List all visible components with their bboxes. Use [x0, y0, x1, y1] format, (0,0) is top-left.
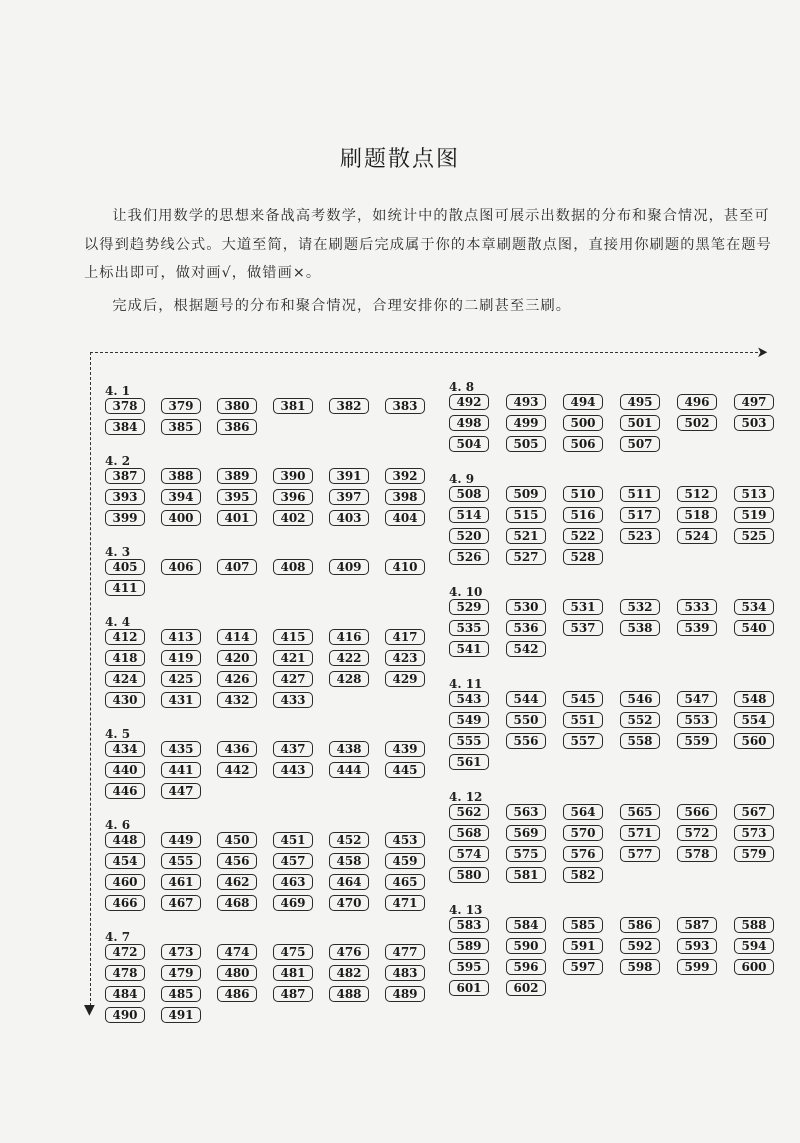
- intro-text: [84, 202, 774, 320]
- question-number-box[interactable]: 479: [161, 965, 201, 981]
- question-number-box[interactable]: 439: [385, 741, 425, 757]
- question-number-box[interactable]: 415: [273, 629, 313, 645]
- question-number-box[interactable]: 388: [161, 468, 201, 484]
- question-number-box[interactable]: 477: [385, 944, 425, 960]
- question-number-box[interactable]: 394: [161, 489, 201, 505]
- question-number-box[interactable]: 558: [620, 733, 660, 749]
- question-number-box[interactable]: 431: [161, 692, 201, 708]
- question-number-box[interactable]: 583: [449, 917, 489, 933]
- question-number-box[interactable]: 385: [161, 419, 201, 435]
- question-number-box[interactable]: 382: [329, 398, 369, 414]
- question-number-box[interactable]: 511: [620, 486, 660, 502]
- question-number-box[interactable]: 587: [677, 917, 717, 933]
- question-number-box[interactable]: 575: [506, 846, 546, 862]
- section-label: 4. 3: [105, 545, 131, 559]
- section-label: 4. 6: [105, 818, 131, 832]
- question-number-box[interactable]: 395: [217, 489, 257, 505]
- question-number-box[interactable]: 493: [506, 394, 546, 410]
- question-number-box[interactable]: 581: [506, 867, 546, 883]
- question-number-box[interactable]: 474: [217, 944, 257, 960]
- question-number-box[interactable]: 572: [677, 825, 717, 841]
- question-number-box[interactable]: 434: [105, 741, 145, 757]
- question-number-box[interactable]: 498: [449, 415, 489, 431]
- section-label: 4. 4: [105, 615, 131, 629]
- question-number-box[interactable]: 515: [506, 507, 546, 523]
- question-number-box[interactable]: 458: [329, 853, 369, 869]
- question-number-box[interactable]: 563: [506, 804, 546, 820]
- question-number-box[interactable]: 433: [273, 692, 313, 708]
- question-number-box[interactable]: 490: [105, 1007, 145, 1023]
- question-number-box[interactable]: 525: [734, 528, 774, 544]
- question-number-box[interactable]: 468: [217, 895, 257, 911]
- section-label: 4. 10: [449, 585, 483, 599]
- question-number-box[interactable]: 491: [161, 1007, 201, 1023]
- question-number-box[interactable]: 390: [273, 468, 313, 484]
- question-number-box[interactable]: 485: [161, 986, 201, 1002]
- question-number-box[interactable]: 594: [734, 938, 774, 954]
- question-number-box[interactable]: 392: [385, 468, 425, 484]
- question-number-box[interactable]: 455: [161, 853, 201, 869]
- question-number-box[interactable]: 551: [563, 712, 603, 728]
- question-number-box[interactable]: 516: [563, 507, 603, 523]
- question-number-box[interactable]: 499: [506, 415, 546, 431]
- question-number-box[interactable]: 422: [329, 650, 369, 666]
- question-number-box[interactable]: 419: [161, 650, 201, 666]
- question-number-box[interactable]: 561: [449, 754, 489, 770]
- question-number-box[interactable]: 489: [385, 986, 425, 1002]
- question-number-box[interactable]: 449: [161, 832, 201, 848]
- question-number-box[interactable]: 548: [734, 691, 774, 707]
- question-number-box[interactable]: 438: [329, 741, 369, 757]
- question-number-box[interactable]: 556: [506, 733, 546, 749]
- question-number-box[interactable]: 541: [449, 641, 489, 657]
- question-number-box[interactable]: 429: [385, 671, 425, 687]
- arrow-down-icon: ▼: [84, 1002, 95, 1018]
- question-number-box[interactable]: 430: [105, 692, 145, 708]
- question-number-box[interactable]: 408: [273, 559, 313, 575]
- question-number-box[interactable]: 576: [563, 846, 603, 862]
- question-number-box[interactable]: 586: [620, 917, 660, 933]
- dashed-frame-top: [90, 352, 758, 353]
- question-number-box[interactable]: 593: [677, 938, 717, 954]
- question-number-box[interactable]: 398: [385, 489, 425, 505]
- question-number-box[interactable]: 380: [217, 398, 257, 414]
- question-number-box[interactable]: 421: [273, 650, 313, 666]
- question-number-box[interactable]: 381: [273, 398, 313, 414]
- question-number-box[interactable]: 596: [506, 959, 546, 975]
- question-number-box[interactable]: 552: [620, 712, 660, 728]
- question-number-box[interactable]: 526: [449, 549, 489, 565]
- question-number-box[interactable]: 478: [105, 965, 145, 981]
- question-number-box[interactable]: 473: [161, 944, 201, 960]
- intro-paragraph-2: 完成后，根据题号的分布和聚合情况，合理安排你的二刷甚至三刷。: [112, 297, 572, 314]
- question-number-box[interactable]: 451: [273, 832, 313, 848]
- question-number-box[interactable]: 522: [563, 528, 603, 544]
- question-number-box[interactable]: 507: [620, 436, 660, 452]
- question-number-box[interactable]: 481: [273, 965, 313, 981]
- question-number-box[interactable]: 386: [217, 419, 257, 435]
- question-number-box[interactable]: 443: [273, 762, 313, 778]
- question-number-box[interactable]: 503: [734, 415, 774, 431]
- question-number-box[interactable]: 425: [161, 671, 201, 687]
- question-number-box[interactable]: 573: [734, 825, 774, 841]
- question-number-box[interactable]: 417: [385, 629, 425, 645]
- question-number-box[interactable]: 441: [161, 762, 201, 778]
- question-number-box[interactable]: 402: [273, 510, 313, 526]
- question-number-box[interactable]: 442: [217, 762, 257, 778]
- question-number-box[interactable]: 404: [385, 510, 425, 526]
- question-number-box[interactable]: 484: [105, 986, 145, 1002]
- question-number-box[interactable]: 534: [734, 599, 774, 615]
- question-number-box[interactable]: 466: [105, 895, 145, 911]
- question-number-box[interactable]: 544: [506, 691, 546, 707]
- question-number-box[interactable]: 393: [105, 489, 145, 505]
- question-number-box[interactable]: 566: [677, 804, 717, 820]
- question-number-box[interactable]: 600: [734, 959, 774, 975]
- question-number-box[interactable]: 379: [161, 398, 201, 414]
- section-label: 4. 11: [449, 677, 483, 691]
- question-number-box[interactable]: 521: [506, 528, 546, 544]
- question-number-box[interactable]: 494: [563, 394, 603, 410]
- question-number-box[interactable]: 482: [329, 965, 369, 981]
- question-number-box[interactable]: 384: [105, 419, 145, 435]
- question-number-box[interactable]: 487: [273, 986, 313, 1002]
- question-number-box[interactable]: 444: [329, 762, 369, 778]
- section-label: 4. 12: [449, 790, 483, 804]
- question-number-box[interactable]: 406: [161, 559, 201, 575]
- question-number-box[interactable]: 601: [449, 980, 489, 996]
- question-number-box[interactable]: 513: [734, 486, 774, 502]
- question-number-box[interactable]: 589: [449, 938, 489, 954]
- question-number-box[interactable]: 504: [449, 436, 489, 452]
- question-number-box[interactable]: 471: [385, 895, 425, 911]
- section-label: 4. 13: [449, 903, 483, 917]
- question-number-box[interactable]: 535: [449, 620, 489, 636]
- question-number-box[interactable]: 463: [273, 874, 313, 890]
- question-number-box[interactable]: 545: [563, 691, 603, 707]
- question-number-box[interactable]: 448: [105, 832, 145, 848]
- question-number-box[interactable]: 464: [329, 874, 369, 890]
- question-number-box[interactable]: 597: [563, 959, 603, 975]
- question-number-box[interactable]: 550: [506, 712, 546, 728]
- question-number-box[interactable]: 528: [563, 549, 603, 565]
- question-number-box[interactable]: 524: [677, 528, 717, 544]
- question-number-box[interactable]: 547: [677, 691, 717, 707]
- question-number-box[interactable]: 480: [217, 965, 257, 981]
- question-number-box[interactable]: 509: [506, 486, 546, 502]
- question-number-box[interactable]: 413: [161, 629, 201, 645]
- intro-paragraph-1: 让我们用数学的思想来备战高考数学，如统计中的散点图可展示出数据的分布和聚合情况，甚至可以得到趋势线公式。大道至简，请在刷题后完成属于你的本章刷题散点图，直接用你刷题的黑笔在题号上标出即可，做对画√，做错画×。: [84, 208, 772, 281]
- question-number-box[interactable]: 423: [385, 650, 425, 666]
- question-number-box[interactable]: 435: [161, 741, 201, 757]
- question-number-box[interactable]: 378: [105, 398, 145, 414]
- question-number-box[interactable]: 496: [677, 394, 717, 410]
- question-number-box[interactable]: 585: [563, 917, 603, 933]
- question-number-box[interactable]: 500: [563, 415, 603, 431]
- question-number-box[interactable]: 574: [449, 846, 489, 862]
- question-number-box[interactable]: 549: [449, 712, 489, 728]
- question-number-box[interactable]: 591: [563, 938, 603, 954]
- question-number-box[interactable]: 555: [449, 733, 489, 749]
- question-number-box[interactable]: 387: [105, 468, 145, 484]
- question-number-box[interactable]: 497: [734, 394, 774, 410]
- question-number-box[interactable]: 588: [734, 917, 774, 933]
- page-title: 刷题散点图: [339, 147, 460, 172]
- question-number-box[interactable]: 584: [506, 917, 546, 933]
- question-number-box[interactable]: 457: [273, 853, 313, 869]
- question-number-box[interactable]: 420: [217, 650, 257, 666]
- question-number-box[interactable]: 409: [329, 559, 369, 575]
- question-number-box[interactable]: 397: [329, 489, 369, 505]
- section-label: 4. 9: [449, 472, 475, 486]
- question-number-box[interactable]: 527: [506, 549, 546, 565]
- question-number-box[interactable]: 510: [563, 486, 603, 502]
- question-number-box[interactable]: 495: [620, 394, 660, 410]
- question-number-box[interactable]: 590: [506, 938, 546, 954]
- question-number-box[interactable]: 531: [563, 599, 603, 615]
- question-number-box[interactable]: 437: [273, 741, 313, 757]
- question-number-box[interactable]: 571: [620, 825, 660, 841]
- arrow-right-icon: ➤: [756, 343, 768, 361]
- section-label: 4. 7: [105, 930, 131, 944]
- question-number-box[interactable]: 424: [105, 671, 145, 687]
- question-number-box[interactable]: 462: [217, 874, 257, 890]
- question-number-box[interactable]: 456: [217, 853, 257, 869]
- question-number-box[interactable]: 540: [734, 620, 774, 636]
- section-label: 4. 5: [105, 727, 131, 741]
- question-number-box[interactable]: 436: [217, 741, 257, 757]
- question-number-box[interactable]: 598: [620, 959, 660, 975]
- question-number-box[interactable]: 602: [506, 980, 546, 996]
- question-number-box[interactable]: 476: [329, 944, 369, 960]
- question-number-box[interactable]: 553: [677, 712, 717, 728]
- question-number-box[interactable]: 559: [677, 733, 717, 749]
- question-number-box[interactable]: 577: [620, 846, 660, 862]
- question-number-box[interactable]: 502: [677, 415, 717, 431]
- question-number-box[interactable]: 396: [273, 489, 313, 505]
- section-label: 4. 1: [105, 384, 131, 398]
- question-number-box[interactable]: 403: [329, 510, 369, 526]
- question-number-box[interactable]: 562: [449, 804, 489, 820]
- question-number-box[interactable]: 532: [620, 599, 660, 615]
- question-number-box[interactable]: 518: [677, 507, 717, 523]
- section-label: 4. 2: [105, 454, 131, 468]
- question-number-box[interactable]: 533: [677, 599, 717, 615]
- dashed-frame-left: [90, 352, 91, 1006]
- question-number-box[interactable]: 539: [677, 620, 717, 636]
- question-number-box[interactable]: 523: [620, 528, 660, 544]
- question-number-box[interactable]: 407: [217, 559, 257, 575]
- question-number-box[interactable]: 568: [449, 825, 489, 841]
- question-number-box[interactable]: 440: [105, 762, 145, 778]
- question-number-box[interactable]: 530: [506, 599, 546, 615]
- question-number-box[interactable]: 454: [105, 853, 145, 869]
- question-number-box[interactable]: 542: [506, 641, 546, 657]
- question-number-box[interactable]: 470: [329, 895, 369, 911]
- question-number-box[interactable]: 383: [385, 398, 425, 414]
- question-number-box[interactable]: 401: [217, 510, 257, 526]
- question-number-box[interactable]: 405: [105, 559, 145, 575]
- question-number-box[interactable]: 538: [620, 620, 660, 636]
- question-number-box[interactable]: 461: [161, 874, 201, 890]
- question-number-box[interactable]: 432: [217, 692, 257, 708]
- question-number-box[interactable]: 446: [105, 783, 145, 799]
- question-number-box[interactable]: 445: [385, 762, 425, 778]
- question-number-box[interactable]: 570: [563, 825, 603, 841]
- question-number-box[interactable]: 486: [217, 986, 257, 1002]
- question-number-box[interactable]: 579: [734, 846, 774, 862]
- question-number-box[interactable]: 426: [217, 671, 257, 687]
- question-number-box[interactable]: 519: [734, 507, 774, 523]
- question-number-box[interactable]: 483: [385, 965, 425, 981]
- question-number-box[interactable]: 508: [449, 486, 489, 502]
- question-number-box[interactable]: 467: [161, 895, 201, 911]
- question-number-box[interactable]: 543: [449, 691, 489, 707]
- question-number-box[interactable]: 414: [217, 629, 257, 645]
- question-number-box[interactable]: 569: [506, 825, 546, 841]
- question-number-box[interactable]: 580: [449, 867, 489, 883]
- question-number-box[interactable]: 418: [105, 650, 145, 666]
- question-number-box[interactable]: 460: [105, 874, 145, 890]
- question-number-box[interactable]: 412: [105, 629, 145, 645]
- question-number-box[interactable]: 447: [161, 783, 201, 799]
- question-number-box[interactable]: 450: [217, 832, 257, 848]
- question-number-box[interactable]: 452: [329, 832, 369, 848]
- question-number-box[interactable]: 389: [217, 468, 257, 484]
- question-number-box[interactable]: 411: [105, 580, 145, 596]
- section-label: 4. 8: [449, 380, 475, 394]
- question-number-box[interactable]: 554: [734, 712, 774, 728]
- question-number-box[interactable]: 537: [563, 620, 603, 636]
- question-number-box[interactable]: 472: [105, 944, 145, 960]
- question-number-box[interactable]: 520: [449, 528, 489, 544]
- question-number-box[interactable]: 517: [620, 507, 660, 523]
- question-number-box[interactable]: 567: [734, 804, 774, 820]
- question-number-box[interactable]: 514: [449, 507, 489, 523]
- question-number-box[interactable]: 506: [563, 436, 603, 452]
- question-number-box[interactable]: 557: [563, 733, 603, 749]
- question-number-box[interactable]: 578: [677, 846, 717, 862]
- question-number-box[interactable]: 595: [449, 959, 489, 975]
- question-number-box[interactable]: 592: [620, 938, 660, 954]
- question-number-box[interactable]: 560: [734, 733, 774, 749]
- question-number-box[interactable]: 400: [161, 510, 201, 526]
- question-number-box[interactable]: 599: [677, 959, 717, 975]
- question-number-box[interactable]: 529: [449, 599, 489, 615]
- question-number-box[interactable]: 465: [385, 874, 425, 890]
- question-number-box[interactable]: 488: [329, 986, 369, 1002]
- question-number-box[interactable]: 565: [620, 804, 660, 820]
- question-number-box[interactable]: 505: [506, 436, 546, 452]
- question-number-box[interactable]: 512: [677, 486, 717, 502]
- question-number-box[interactable]: 453: [385, 832, 425, 848]
- question-number-box[interactable]: 399: [105, 510, 145, 526]
- question-number-box[interactable]: 428: [329, 671, 369, 687]
- question-number-box[interactable]: 427: [273, 671, 313, 687]
- question-number-box[interactable]: 475: [273, 944, 313, 960]
- question-number-box[interactable]: 469: [273, 895, 313, 911]
- question-number-box[interactable]: 536: [506, 620, 546, 636]
- question-number-box[interactable]: 546: [620, 691, 660, 707]
- question-number-box[interactable]: 416: [329, 629, 369, 645]
- question-number-box[interactable]: 501: [620, 415, 660, 431]
- question-number-box[interactable]: 410: [385, 559, 425, 575]
- question-number-box[interactable]: 391: [329, 468, 369, 484]
- question-number-box[interactable]: 582: [563, 867, 603, 883]
- question-number-box[interactable]: 492: [449, 394, 489, 410]
- question-number-box[interactable]: 564: [563, 804, 603, 820]
- question-number-box[interactable]: 459: [385, 853, 425, 869]
